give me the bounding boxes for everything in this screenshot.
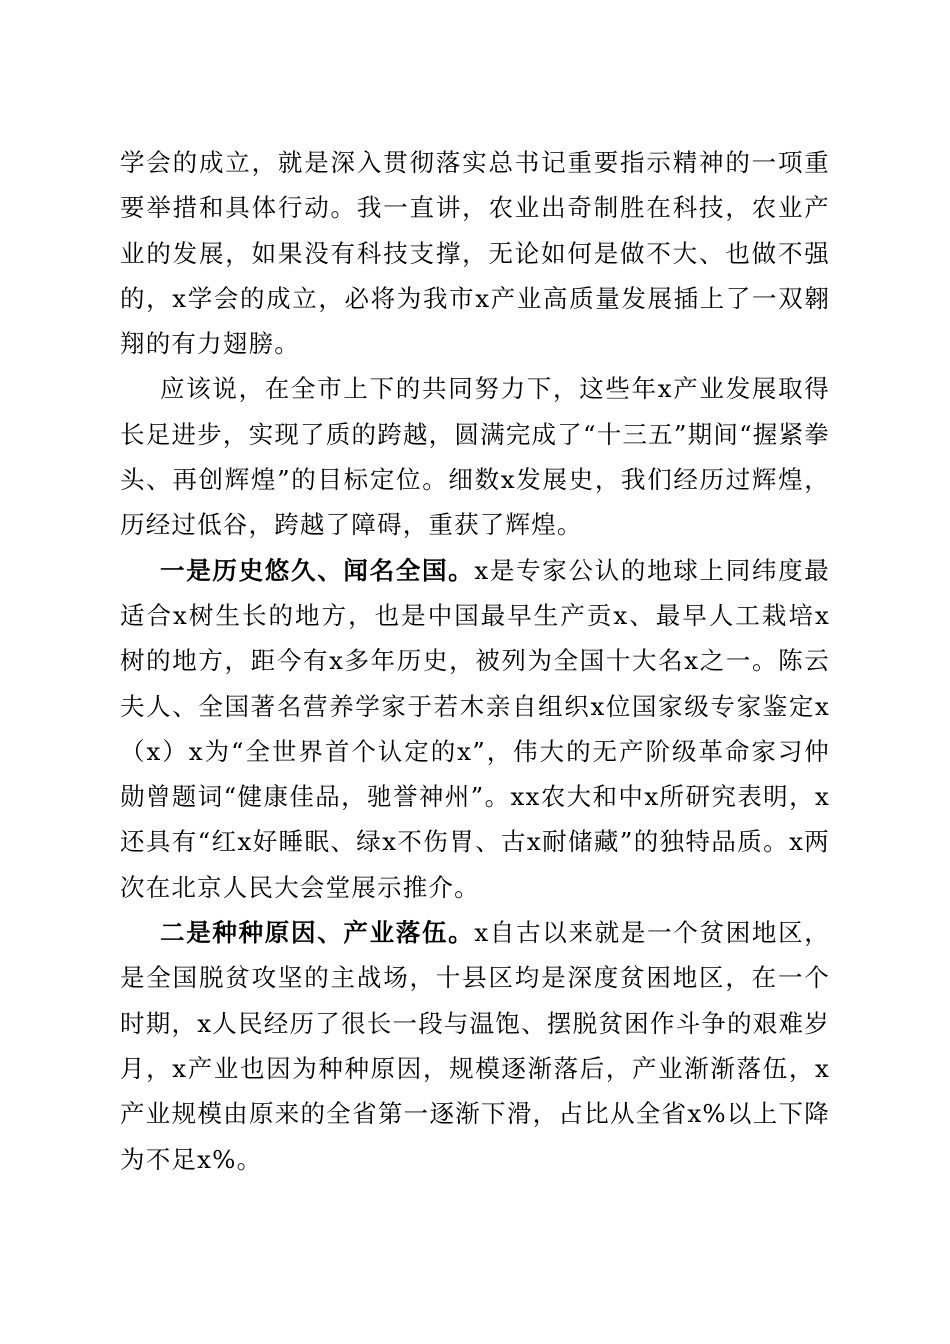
paragraph-text: x是专家公认的地球上同纬度最适合x树生长的地方，也是中国最早生产贡x、最早人工栽培x树的地方，距今有x多年历史，被列为全国十大名x之一。陈云夫人、全国著名营养学家于若木亲自组织x位国家级专家鉴定x（x）x为“全世界首个认定的x”，伟大的无产阶级革命家习仲勋曾题词“健康佳品，驰誉神州”。xx农大和中x所研究表明，x还具有“红x好睡眠、绿x不伤胃、古x耐储藏”的独特品质。x两次在北京人民大会堂展示推介。 (120, 555, 830, 902)
paragraph-lead-heading: 一是历史悠久、闻名全国。 (160, 555, 475, 585)
paragraph-continued (120, 140, 830, 366)
paragraph-text: x自古以来就是一个贫困地区，是全国脱贫攻坚的主战场，十县区均是深度贫困地区，在一个时期，x人民经历了很长一段与温饱、摆脱贫困作斗争的艰难岁月，x产业也因为种种原因，规模逐渐落后，产业渐渐落伍，x产业规模由原来的全省第一逐渐下滑，占比从全省x%以上下降为不足x%。 (120, 918, 830, 1174)
paragraph-lead-heading: 二是种种原因、产业落伍。 (160, 918, 475, 948)
paragraph (120, 910, 830, 1182)
paragraph (120, 366, 830, 547)
paragraph-text: 学会的成立，就是深入贯彻落实总书记重要指示精神的一项重要举措和具体行动。我一直讲，农业出奇制胜在科技，农业产业的发展，如果没有科技支撑，无论如何是做不大、也做不强的，x学会的成立，必将为我市x产业高质量发展插上了一双翱翔的有力翅膀。 (120, 148, 830, 359)
document-body (120, 140, 830, 1182)
paragraph (120, 548, 830, 910)
paragraph-text: 应该说，在全市上下的共同努力下，这些年x产业发展取得长足进步，实现了质的跨越，圆满完成了“十三五”期间“握紧拳头、再创辉煌”的目标定位。细数x发展史，我们经历过辉煌，历经过低谷，跨越了障碍，重获了辉煌。 (120, 374, 830, 540)
